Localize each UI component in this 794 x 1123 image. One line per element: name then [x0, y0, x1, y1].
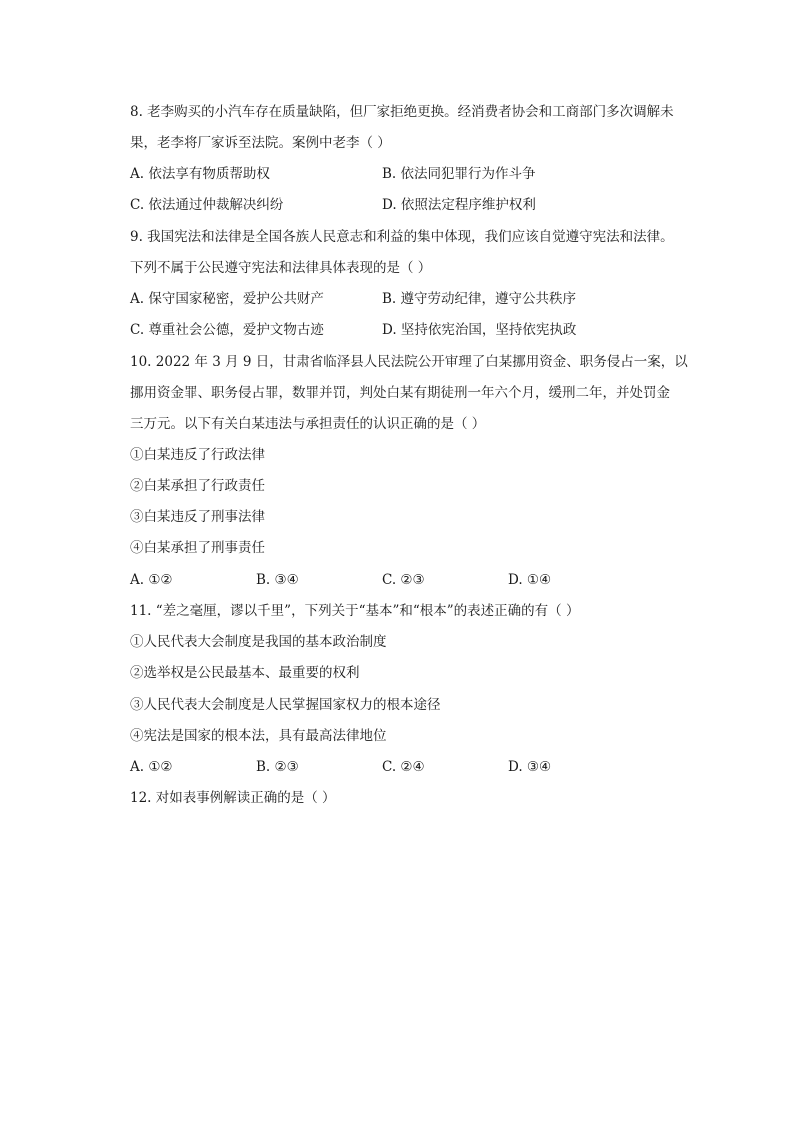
- question-11-option-b: B. ②③: [256, 759, 299, 775]
- question-10-option-d: D. ①④: [508, 572, 552, 588]
- question-10-statement-2: ②白某承担了行政责任: [130, 478, 265, 494]
- question-9-line-1: 9. 我国宪法和法律是全国各族人民意志和利益的集中体现，我们应该自觉遵守宪法和法律。: [130, 229, 674, 245]
- question-11-statement-1: ①人民代表大会制度是我国的基本政治制度: [130, 634, 387, 650]
- question-9-option-c: C. 尊重社会公德，爱护文物古迹: [130, 322, 324, 338]
- question-10-line-2: 挪用资金罪、职务侵占罪，数罪并罚，判处白某有期徒刑一年六个月，缓刑二年，并处罚金: [130, 385, 670, 401]
- question-8-option-c: C. 依法通过仲裁解决纠纷: [130, 197, 284, 213]
- question-11-statement-4: ④宪法是国家的根本法，具有最高法律地位: [130, 728, 387, 744]
- question-10-option-a: A. ①②: [130, 572, 173, 588]
- question-8-option-d: D. 依照法定程序维护权利: [382, 197, 536, 213]
- question-9-option-b: B. 遵守劳动纪律，遵守公共秩序: [382, 291, 577, 307]
- question-9-option-a: A. 保守国家秘密，爱护公共财产: [130, 291, 324, 307]
- question-8-line-2: 果，老李将厂家诉至法院。案例中老李（ ）: [130, 135, 391, 151]
- question-9-option-d: D. 坚持依宪治国，坚持依宪执政: [382, 322, 577, 338]
- question-10-option-c: C. ②③: [382, 572, 425, 588]
- question-10-statement-4: ④白某承担了刑事责任: [130, 540, 265, 556]
- question-9-line-2: 下列不属于公民遵守宪法和法律具体表现的是（ ）: [130, 260, 432, 276]
- question-10-line-1: 10. 2022 年 3 月 9 日，甘肃省临泽县人民法院公开审理了白某挪用资金、职务侵占一案，以: [130, 354, 688, 370]
- question-8-line-1: 8. 老李购买的小汽车存在质量缺陷，但厂家拒绝更换。经消费者协会和工商部门多次调解未: [130, 104, 674, 120]
- question-10-line-3: 三万元。以下有关白某违法与承担责任的认识正确的是（ ）: [130, 416, 486, 432]
- question-11-statement-2: ②选举权是公民最基本、最重要的权利: [130, 665, 360, 681]
- question-10-statement-3: ③白某违反了刑事法律: [130, 509, 265, 525]
- question-11-line-1: 11. “差之毫厘，谬以千里”，下列关于“基本”和“根本”的表述正确的有（ ）: [130, 603, 580, 619]
- question-11-option-a: A. ①②: [130, 759, 173, 775]
- question-10-statement-1: ①白某违反了行政法律: [130, 447, 265, 463]
- question-11-statement-3: ③人民代表大会制度是人民掌握国家权力的根本途径: [130, 697, 441, 713]
- question-8-option-a: A. 依法享有物质帮助权: [130, 166, 270, 182]
- question-10-option-b: B. ③④: [256, 572, 299, 588]
- question-12-line-1: 12. 对如表事例解读正确的是（ ）: [130, 790, 336, 806]
- question-11-option-c: C. ②④: [382, 759, 425, 775]
- question-11-option-d: D. ③④: [508, 759, 552, 775]
- question-8-option-b: B. 依法同犯罪行为作斗争: [382, 166, 536, 182]
